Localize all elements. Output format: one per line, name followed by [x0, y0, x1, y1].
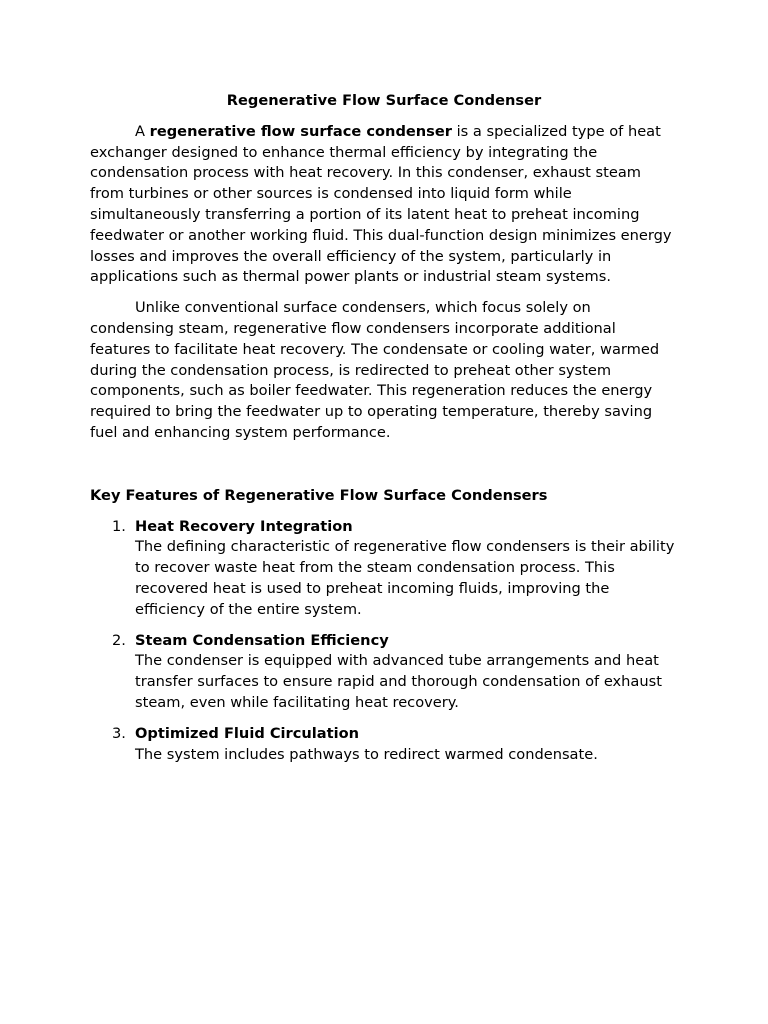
list-item	[90, 631, 678, 714]
intro-prefix: A	[135, 122, 150, 140]
document-title: Regenerative Flow Surface Condenser	[226, 92, 542, 109]
intro-bold-term: regenerative flow surface condenser	[149, 122, 452, 140]
list-item	[90, 517, 678, 621]
second-paragraph: Unlike conventional surface condensers, which focus solely on condensing steam, regenerative flow condensers incorporate additional features to facilitate heat recovery. The condensate or cooling water, warmed during the condensation process, is redirected to preheat other system components, such as boiler feedwater. This regeneration reduces the energy required to bring the feedwater up to operating temperature, thereby saving fuel and enhancing system performance.	[90, 299, 660, 441]
list-item-number: 1.	[112, 517, 126, 535]
list-item-number: 2.	[112, 631, 126, 649]
section-heading: Key Features of Regenerative Flow Surface Condensers	[90, 486, 548, 504]
list-item-title: Steam Condensation Efficiency	[135, 631, 389, 649]
list-item-description: The condenser is equipped with advanced tube arrangements and heat transfer surfaces to ensure rapid and thorough condensation of exhaust steam, even while facilitating heat recovery.	[135, 652, 662, 711]
features-list	[90, 517, 678, 766]
list-item-description: The defining characteristic of regenerative flow condensers is their ability to recover waste heat from the steam condensation process. This recovered heat is used to preheat incoming fluids, improving the efficiency of the entire system.	[135, 538, 675, 618]
intro-rest: is a specialized type of heat exchanger designed to enhance thermal efficiency by integrating the condensation process with heat recovery. In this condenser, exhaust steam from turbines or other sources is condensed into liquid form while simultaneously transferring a portion of its latent heat to preheat incoming feedwater or another working fluid. This dual-function design minimizes energy losses and improves the overall efficiency of the system, particularly in applications such as thermal power plants or industrial steam systems.	[90, 122, 672, 286]
list-item-description: The system includes pathways to redirect warmed condensate.	[135, 745, 598, 763]
list-item-title: Heat Recovery Integration	[135, 517, 353, 535]
intro-paragraph	[90, 122, 678, 288]
list-item-title: Optimized Fluid Circulation	[135, 724, 360, 742]
list-item-number: 3.	[112, 724, 126, 742]
list-item	[90, 724, 678, 766]
